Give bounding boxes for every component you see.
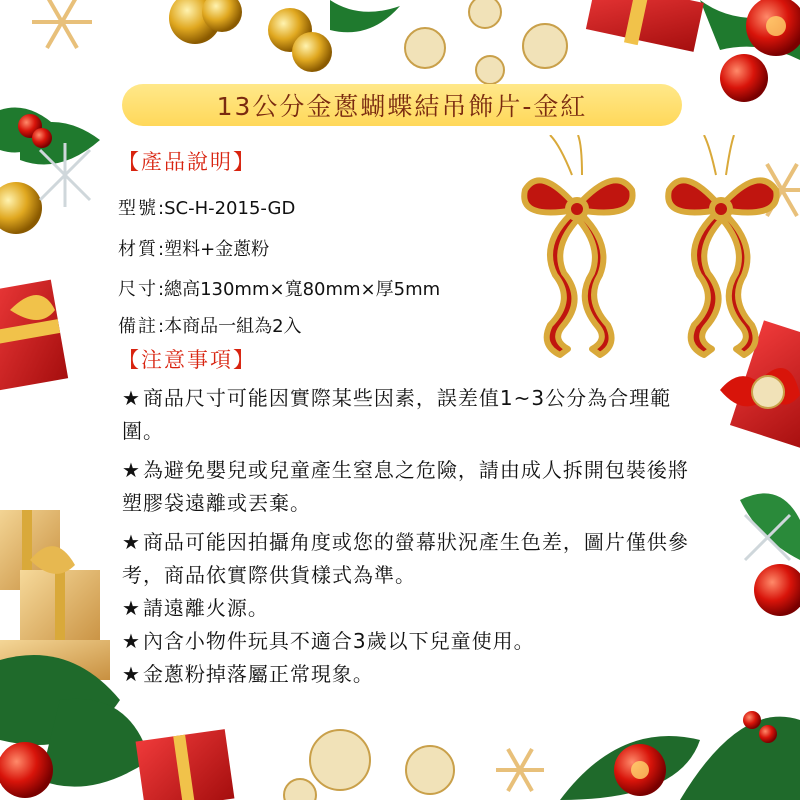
spec-separator: : [158,316,165,337]
notice-item [122,526,692,592]
spec-section-heading: 【產品說明】 [118,150,256,174]
snowflake-ornament-icon [40,143,90,207]
holly-leaf-icon [740,493,800,560]
star-bullet-icon: ★ [122,629,141,653]
notice-item [122,658,692,691]
notice-text: 金蔥粉掉落屬正常現象。 [142,662,374,686]
snowflake-ornament-icon [32,0,92,48]
star-bullet-icon: ★ [122,530,141,554]
product-title-banner [122,84,682,126]
gift-box-icon [136,729,235,800]
gift-box-icon [0,510,110,680]
spec-row-model [118,194,295,220]
spec-label: 材質 [118,239,158,260]
snowflake-ornament-icon [405,0,567,84]
snowflake-ornament-icon [496,749,544,791]
spec-row-note [118,312,302,338]
notice-text: 內含小物件玩具不適合3歲以下兒童使用。 [142,629,535,653]
star-bullet-icon: ★ [122,662,141,686]
gift-box-icon [586,0,704,52]
notice-list [122,382,692,691]
christmas-ball-icon [0,114,52,234]
notice-text: 商品可能因拍攝角度或您的螢幕狀況產生色差，圖片僅供參考，商品依實際供貨樣式為準。 [122,530,689,587]
gift-box-icon [0,280,68,391]
notice-text: 請遠離火源。 [142,596,269,620]
jingle-bell-icon [169,0,332,72]
holly-leaf-icon [560,717,800,800]
notice-text: 商品尺寸可能因實際某些因素，誤差值1~3公分為合理範圍。 [122,386,672,443]
bow-ornament-icon [664,135,784,360]
spec-row-material [118,235,269,261]
product-title: 13公分金蔥蝴蝶結吊飾片-金紅 [216,92,588,121]
spec-separator: : [158,198,165,219]
notice-item [122,592,692,625]
spec-separator: : [158,239,165,260]
star-bullet-icon: ★ [122,386,141,410]
spec-label: 尺寸 [118,279,158,300]
spec-label: 備註 [118,316,158,337]
notice-item [122,625,692,658]
snowflake-ornament-icon [284,730,454,800]
notice-section-heading: 【注意事項】 [118,348,256,372]
spec-value: 總高130mm×寬80mm×厚5mm [164,279,441,300]
spec-value: 本商品一組為2入 [164,316,302,337]
notice-text: 為避免嬰兒或兒童產生窒息之危險，請由成人拆開包裝後將塑膠袋遠離或丟棄。 [122,458,689,515]
spec-label: 型號 [118,198,158,219]
notice-item [122,382,692,448]
snowflake-ornament-icon [745,515,790,560]
spec-value: 塑料+金蔥粉 [164,239,270,260]
bow-ornament-icon [520,135,640,360]
spec-separator: : [158,279,165,300]
star-bullet-icon: ★ [122,458,141,482]
spec-row-size [118,275,440,301]
spec-value: SC-H-2015-GD [164,198,296,219]
star-bullet-icon: ★ [122,596,141,620]
christmas-ball-icon [720,0,800,102]
christmas-ball-icon [0,742,53,798]
notice-item [122,454,692,520]
